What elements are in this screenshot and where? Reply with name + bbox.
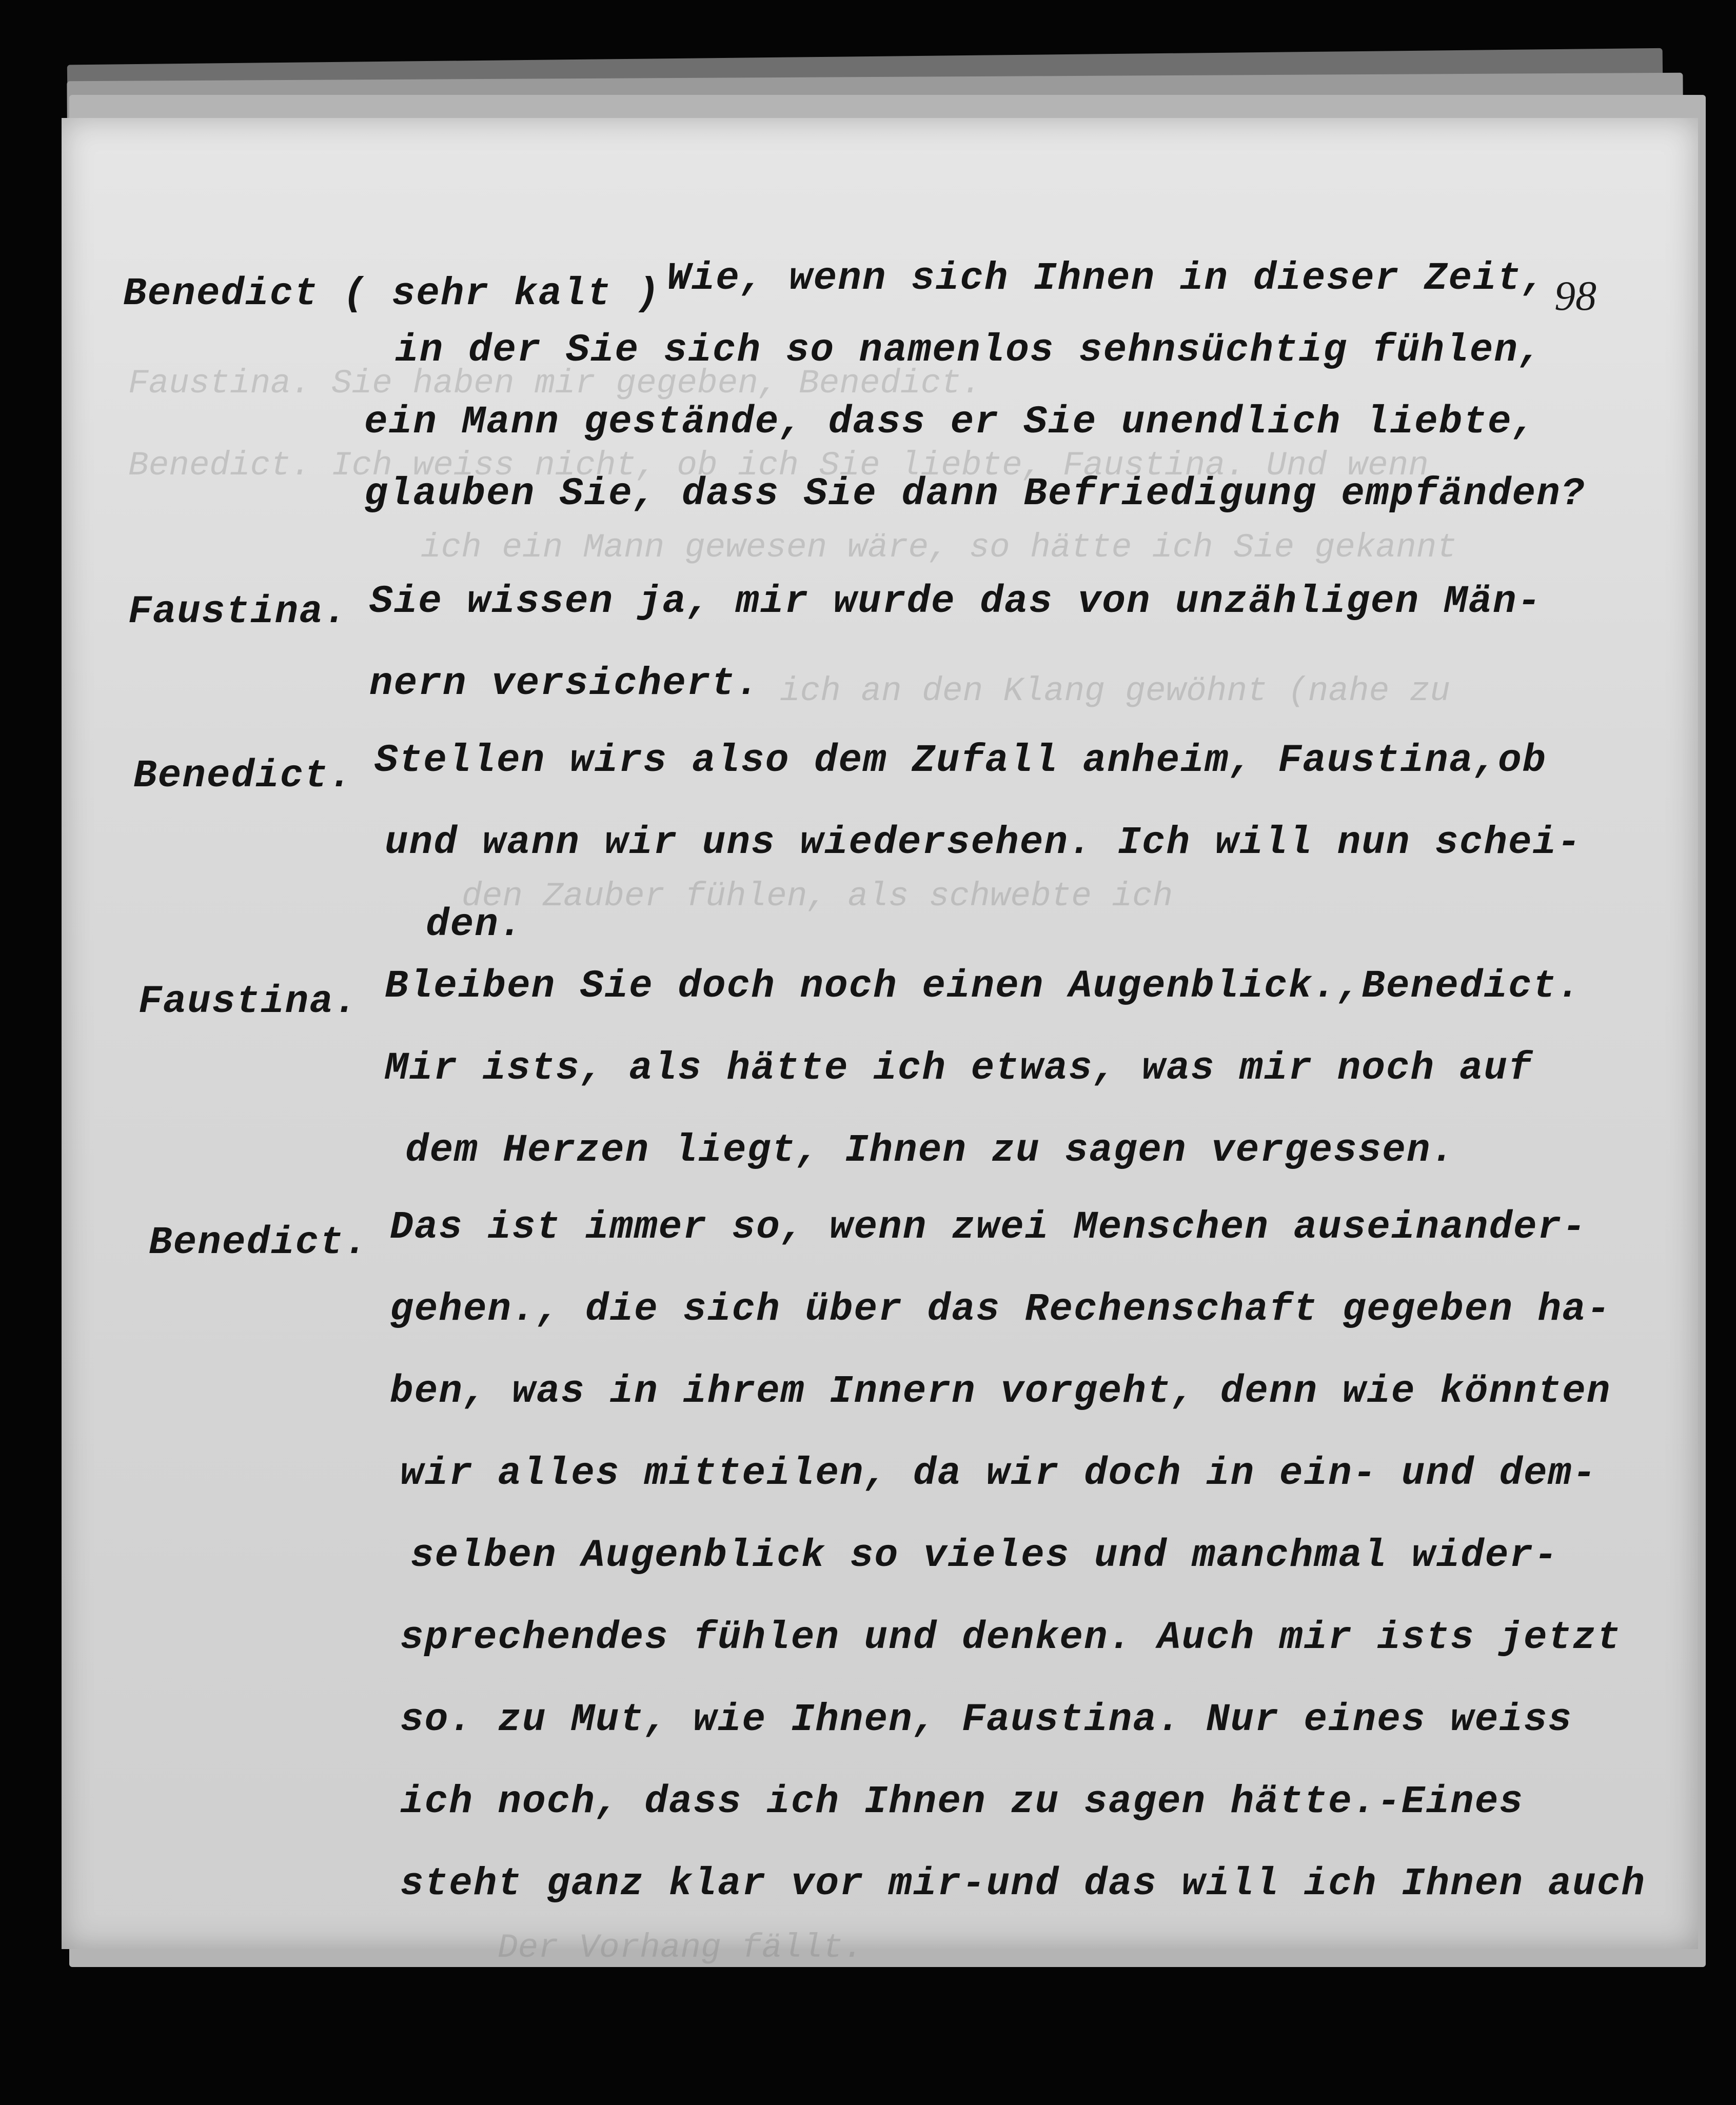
show-through-line: ich ein Mann gewesen wäre, so hätte ich Sie gekannt [421,528,1457,567]
dialogue-line: und wann wir uns wiedersehen. Ich will nun schei- [385,821,1582,865]
typescript-page [62,118,1698,1967]
dialogue-line: so. zu Mut, wie Ihnen, Faustina. Nur eines weiss [400,1698,1573,1742]
dialogue-line: ben, was in ihrem Innern vorgeht, denn wie könnten [390,1369,1611,1414]
dialogue-line: den. [426,903,524,947]
dialogue-line: nern versichert. [369,662,760,706]
show-through-line: Benedict. Ich weiss nicht, ob ich Sie liebte, Faustina. Und wenn [128,446,1429,485]
dialogue-line: Sie wissen ja, mir wurde das von unzähligen Män- [369,580,1542,624]
dialogue-line: ein Mann gestände, dass er Sie unendlich liebte, [364,400,1537,444]
dialogue-line: glauben Sie, dass Sie dann Befriedigung empfänden? [364,472,1586,516]
dialogue-line: Bleiben Sie doch noch einen Augenblick.,Benedict. [385,964,1582,1008]
speaker-name: Benedict. [149,1221,369,1265]
page-number: 98 [1554,272,1596,319]
show-through-line: Der Vorhang fällt. [498,1929,863,1967]
dialogue-line [667,256,1546,301]
dialogue-line: in der Sie sich so namenlos sehnsüchtig fühlen, [395,328,1543,372]
speaker-name: Benedict ( sehr kalt ) [123,272,661,316]
show-through-line: den Zauber fühlen, als schwebte ich [462,877,1173,916]
show-through-line: Faustina. Sie haben mir gegeben, Benedict. [128,364,982,403]
dialogue-line: Stellen wirs also dem Zufall anheim, Faustina,ob [374,739,1547,783]
dialogue-line: Mir ists, als hätte ich etwas, was mir noch auf [385,1046,1533,1090]
speaker-name: Benedict. [133,754,353,798]
speaker-name: Faustina. [139,980,359,1024]
dialogue-line: wir alles mitteilen, da wir doch in ein- und dem- [400,1452,1597,1496]
dialogue-line: gehen., die sich über das Rechenschaft gegeben ha- [390,1287,1611,1332]
dialogue-line: sprechendes fühlen und denken. Auch mir ists jetzt [400,1616,1622,1660]
dialogue-line: Das ist immer so, wenn zwei Menschen auseinander- [390,1205,1587,1249]
show-through-line: ich an den Klang gewöhnt (nahe zu [780,672,1451,710]
dialogue-line-text: Wie, wenn sich Ihnen in dieser Zeit, [667,256,1546,301]
dialogue-line: ich noch, dass ich Ihnen zu sagen hätte.-Eines [400,1780,1524,1824]
dialogue-line: steht ganz klar vor mir-und das will ich Ihnen auch [400,1862,1646,1906]
dialogue-line: selben Augenblick so vieles und manchmal wider- [410,1534,1559,1578]
dialogue-line: dem Herzen liegt, Ihnen zu sagen vergessen. [405,1128,1456,1173]
speaker-name: Faustina. [128,590,348,634]
